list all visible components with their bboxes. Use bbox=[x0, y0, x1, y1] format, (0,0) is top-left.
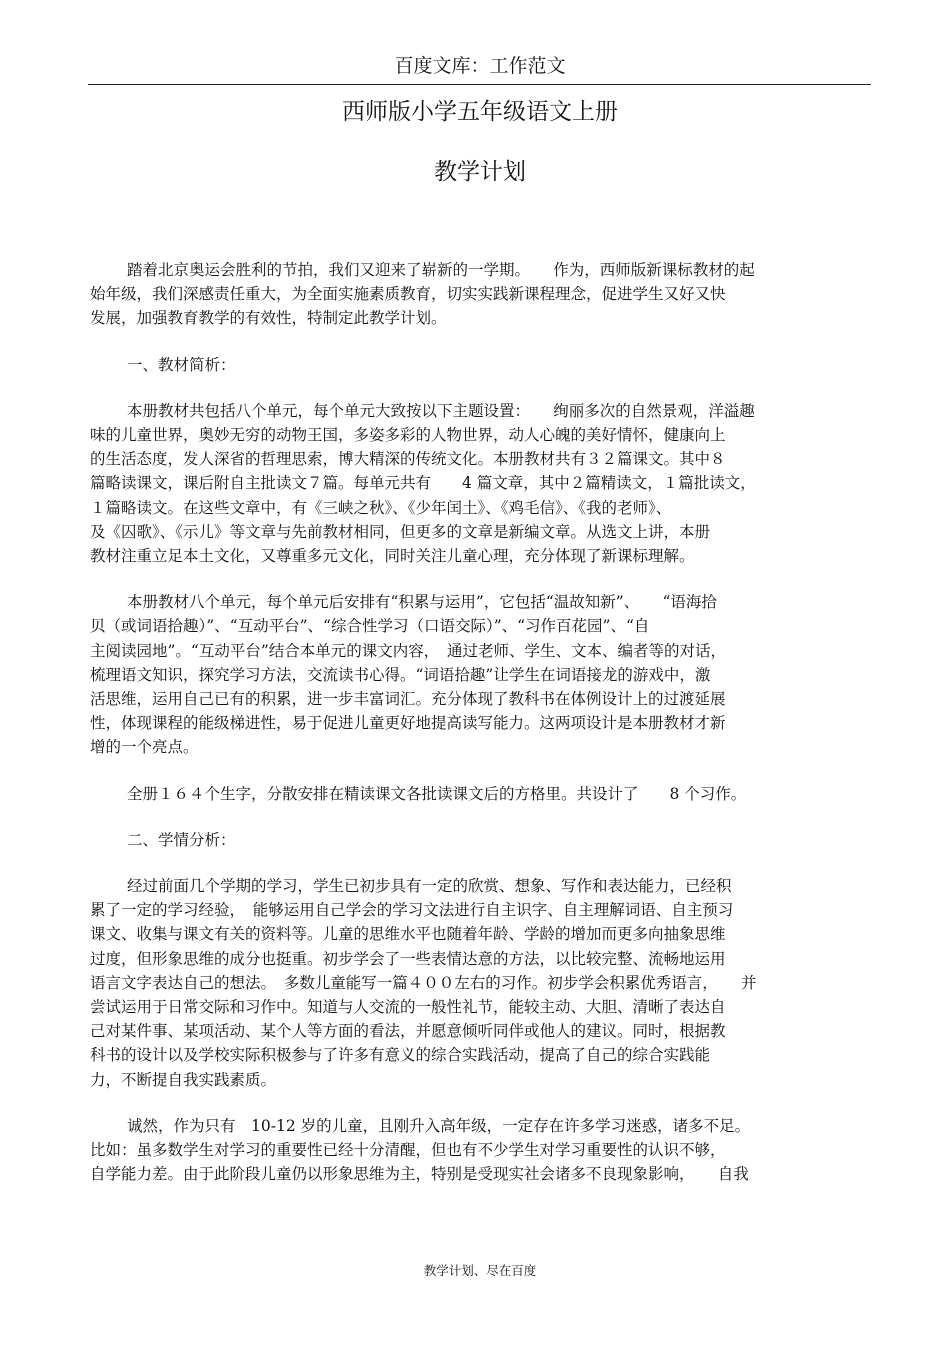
text-line: 始年级，我们深感责任重大，为全面实施素质教育，切实实践新课程理念，促进学生又好又快 bbox=[90, 285, 726, 304]
text-line: 发展，加强教育教学的有效性，特制定此教学计划。 bbox=[90, 309, 447, 328]
text-line: 性，体现课程的能级梯进性，易于促进儿童更好地提高读写能力。这两项设计是本册教材才新 bbox=[90, 714, 726, 733]
text-line: １篇略读文。在这些文章中，有《三峡之秋》、《少年闰土》、《鸡毛信》、《我的老师》、 bbox=[90, 498, 672, 517]
text-line: 自学能力差。由于此阶段儿童仍以形象思维为主，特别是受现实社会诸多不良现象影响， 自我 bbox=[90, 1165, 749, 1184]
text-line: 尝试运用于日常交际和习作中。知道与人交流的一般性礼节，能较主动、大胆、清晰了表达自 bbox=[90, 998, 726, 1017]
materials-paragraph-1 bbox=[90, 399, 860, 568]
text-line: 过度，但形象思维的成分也挺重。初步学会了一些表情达意的方法，以比较完整、流畅地运用 bbox=[90, 949, 726, 968]
text-line: 味的儿童世界，奥妙无穷的动物王国，多姿多彩的人物世界，动人心魄的美好情怀，健康向上 bbox=[90, 426, 726, 445]
section-heading-materials: 一、教材简析： bbox=[127, 355, 236, 374]
document-body bbox=[90, 258, 860, 1209]
text-line: 科书的设计以及学校实际积极参与了许多有意义的综合实践活动，提高了自己的综合实践能 bbox=[90, 1046, 711, 1065]
text-line: 篇略读课文，课后附自主批读文７篇。每单元共有 4 篇文章，其中２篇精读文，１篇批读文， bbox=[90, 474, 756, 493]
document-title: 西师版小学五年级语文上册 bbox=[342, 99, 618, 125]
text-line: 比如：虽多数学生对学习的重要性已经十分清醒，但也有不少学生对学习重要性的认识不够， bbox=[90, 1141, 726, 1160]
text-line: 教材注重立足本土文化，又尊重多元文化，同时关注儿童心理，充分体现了新课标理解。 bbox=[90, 547, 695, 566]
text-line: 活思维，运用自己已有的积累，进一步丰富词汇。充分体现了教科书在体例设计上的过渡延展 bbox=[90, 690, 726, 709]
students-paragraph-1 bbox=[90, 874, 860, 1092]
text-line: 的生活态度，发人深省的哲理思索，博大精深的传统文化。本册教材共有３２篇课文。其中８ bbox=[90, 450, 726, 469]
text-line: 全册１６４个生字，分散安排在精读课文各批读课文后的方格里。共设计了 8 个习作。 bbox=[127, 784, 747, 803]
text-line: 贝（或词语拾趣）”、“互动平台”、“综合性学习（口语交际）”、“习作百花园”、“自 bbox=[90, 617, 650, 636]
text-line: 经过前面几个学期的学习，学生已初步具有一定的欣赏、想象、写作和表达能力，已经积 bbox=[127, 877, 732, 896]
materials-paragraph-2 bbox=[90, 590, 860, 759]
text-line: 及《囚歌》、《示儿》等文章与先前教材相同，但更多的文章是新编文章。从选文上讲，本册 bbox=[90, 522, 711, 541]
students-paragraph-2 bbox=[90, 1114, 860, 1187]
text-line: 语言文字表达自己的想法。 多数儿童能写一篇４００左右的习作。初步学会积累优秀语言， 并 bbox=[90, 973, 757, 992]
materials-paragraph-3 bbox=[90, 782, 860, 806]
intro-paragraph bbox=[90, 258, 860, 331]
text-line: 本册教材八个单元，每个单元后安排有“积累与运用”，它包括“温故知新”、 “语海拾 bbox=[127, 593, 717, 612]
text-line: 增的一个亮点。 bbox=[90, 738, 199, 757]
text-line: 己对某件事、某项活动、某个人等方面的看法，并愿意倾听同伴或他人的建议。同时，根据教 bbox=[90, 1022, 726, 1041]
text-line: 主阅读园地”。“互动平台”结合本单元的课文内容， 通过老师、学生、文本、编者等的对话， bbox=[90, 641, 727, 660]
section-heading-students: 二、学情分析： bbox=[127, 830, 236, 849]
page-header: 百度文库：工作范文 bbox=[394, 55, 566, 77]
text-line: 梳理语文知识，探究学习方法，交流读书心得。“词语拾趣”让学生在词语接龙的游戏中，激 bbox=[90, 665, 711, 684]
text-line: 踏着北京奥运会胜利的节拍，我们又迎来了崭新的一学期。 作为，西师版新课标教材的起 bbox=[127, 261, 755, 279]
text-line: 累了一定的学习经验， 能够运用自己学会的学习文法进行自主识字、自主理解词语、自主预习 bbox=[90, 901, 734, 920]
page-footer: 教学计划、尽在百度 bbox=[423, 1263, 537, 1278]
text-line: 本册教材共包括八个单元，每个单元大致按以下主题设置： 绚丽多次的自然景观，洋溢趣 bbox=[127, 401, 755, 420]
document-subtitle: 教学计划 bbox=[434, 159, 526, 185]
text-line: 课文、收集与课文有关的资料等。儿童的思维水平也随着年龄、学龄的增加而更多向抽象思维 bbox=[90, 925, 726, 944]
text-line: 力，不断提自我实践素质。 bbox=[90, 1070, 277, 1089]
text-line: 诚然，作为只有 10-12 岁的儿童，且刚升入高年级，一定存在许多学习迷惑，诸多不足。 bbox=[127, 1116, 751, 1135]
header-rule bbox=[88, 84, 871, 85]
